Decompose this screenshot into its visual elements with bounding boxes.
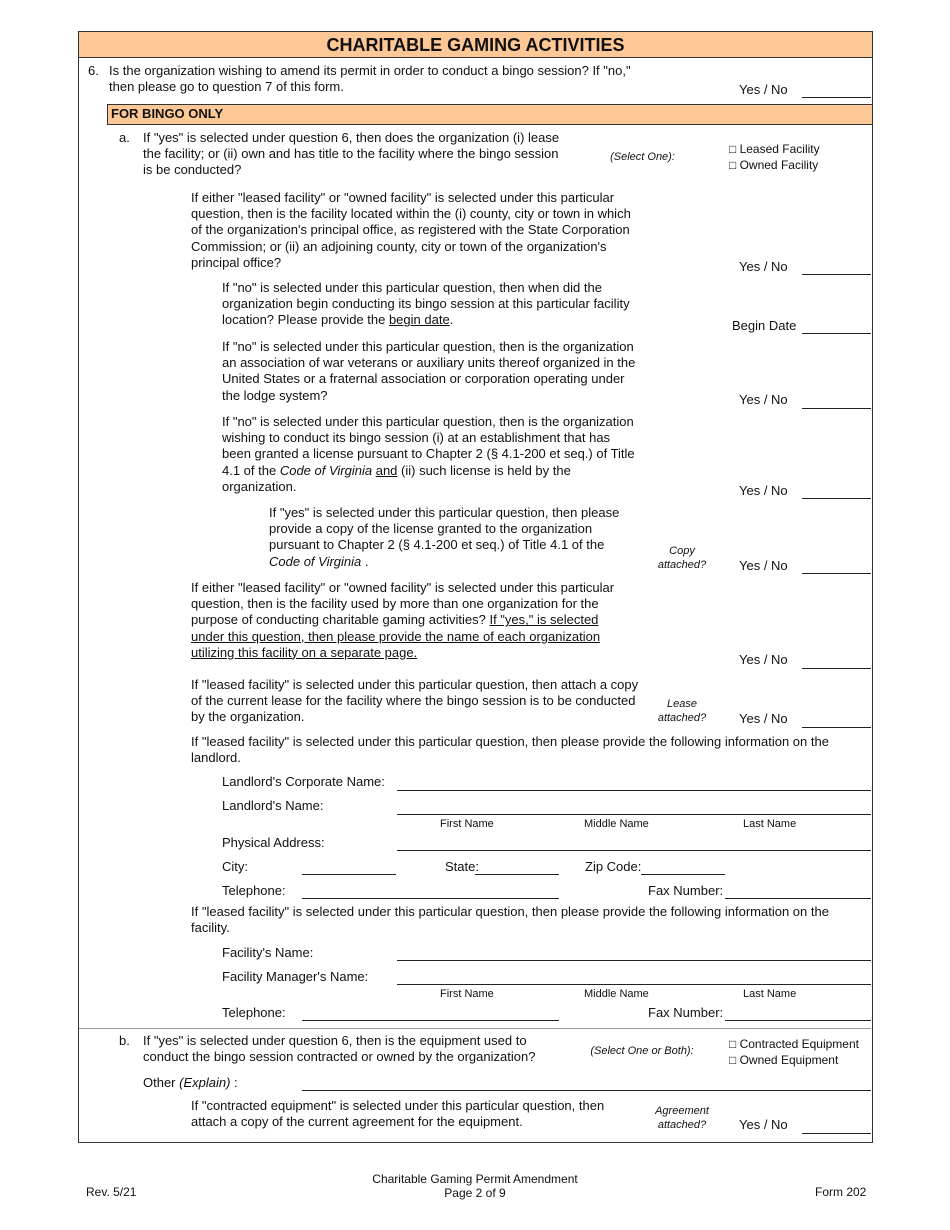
p4-answer-field[interactable] [802,498,871,499]
section-divider [79,1028,871,1029]
facility-manager-field[interactable] [397,984,871,985]
p8-answer-field[interactable] [802,1133,871,1134]
p5-text: If "yes" is selected under this particular question, then please provide a copy of the license granted to the organization pursuant to Chapter 2 (§ 4.1-200 et seq.) of Title 4.1 of the Code of Virginia . [269,505,620,569]
qa-letter: a. [119,130,130,145]
p7-note: Lease attached? [657,698,707,724]
option-leased-facility[interactable]: □ Leased Facility [729,142,820,156]
zip-code-label: Zip Code: [585,859,642,874]
landlord-name-label: Landlord's Name: [222,798,324,813]
landlord-telephone-label: Telephone: [222,883,286,898]
option-owned-equipment[interactable]: □ Owned Equipment [729,1053,839,1067]
footer-form-number: Form 202 [815,1185,867,1199]
p5-note: Copy attached? [657,545,707,571]
other-explain-label: Other (Explain) : [143,1075,238,1090]
manager-first-name-caption: First Name [440,988,494,1000]
section-header: FOR BINGO ONLY [107,104,873,125]
p8-note: Agreement attached? [655,1105,709,1131]
p6-text: If either "leased facility" or "owned facility" is selected under this particular question, then is the facility used by more than one organization for the purpose of conducting charitable gaming activities? If "yes," is selected under this question, then please provide the name of each organization utilizing this facility on a separate page. [191,580,615,660]
footer-title: Charitable Gaming Permit Amendment [372,1172,578,1186]
physical-address-label: Physical Address: [222,835,325,850]
facility-telephone-label: Telephone: [222,1005,286,1020]
landlord-fax-field[interactable] [725,898,871,899]
begin-date-field[interactable] [802,333,871,334]
p1-text: If either "leased facility" or "owned facility" is selected under this particular question, then is the facility located within the (i) county, city or town in which of the organization's principal office, as registered with the State Corporation Commission; or (ii) an adjoining county, city or town of the organization's principal office? [191,190,631,270]
option-contracted-equipment[interactable]: □ Contracted Equipment [729,1037,859,1051]
facility-fax-label: Fax Number: [648,1005,724,1020]
landlord-middle-name-caption: Middle Name [584,818,649,830]
qa-select-label: (Select One): [610,151,675,163]
facility-telephone-field[interactable] [302,1020,559,1021]
p1-answer-field[interactable] [802,274,871,275]
landlord-intro: If "leased facility" is selected under this particular question, then please provide the following information on the landlord. [191,734,829,766]
p4-text: If "no" is selected under this particular question, then is the organization wishing to conduct its bingo session (i) at an establishment that has been granted a license pursuant to Chapter 2 (§ 4.1-200 et seq.) of Title 4.1 of the Code of Virginia and (ii) such license is held by the organization. [222,414,635,494]
p7-answer-label: Yes / No [739,711,788,726]
p2-text: If "no" is selected under this particular question, then when did the organization begin conducting its bingo session at this particular facility location? Please provide the begin date. [222,280,630,328]
physical-address-field[interactable] [397,850,871,851]
other-explain-field[interactable] [302,1090,871,1091]
p1-answer-label: Yes / No [739,259,788,274]
p7-text: If "leased facility" is selected under this particular question, then attach a copy of the current lease for the facility where the bingo session is to be conducted by the organization. [191,677,639,725]
p5-answer-label: Yes / No [739,558,788,573]
qb-letter: b. [119,1033,130,1048]
landlord-name-field[interactable] [397,814,871,815]
q6-answer-label: Yes / No [739,82,788,97]
p3-answer-label: Yes / No [739,392,788,407]
p4-answer-label: Yes / No [739,483,788,498]
p6-answer-label: Yes / No [739,652,788,667]
qb-select-label: (Select One or Both): [590,1045,694,1057]
zip-code-field[interactable] [641,874,725,875]
facility-manager-label: Facility Manager's Name: [222,969,369,984]
q6-answer-field[interactable] [802,97,871,98]
p8-text: If "contracted equipment" is selected under this particular question, then attach a copy of the current agreement for the equipment. [191,1098,605,1130]
city-label: City: [222,859,248,874]
facility-name-label: Facility's Name: [222,945,314,960]
landlord-telephone-field[interactable] [302,898,559,899]
manager-last-name-caption: Last Name [743,988,797,1000]
p6-answer-field[interactable] [802,668,871,669]
landlord-corp-name-field[interactable] [397,790,871,791]
p2-answer-label: Begin Date [732,318,797,333]
p7-answer-field[interactable] [802,727,871,728]
landlord-fax-label: Fax Number: [648,883,724,898]
qb-text: If "yes" is selected under question 6, then is the equipment used to conduct the bingo session contracted or owned by the organization? [143,1033,536,1065]
footer-revision: Rev. 5/21 [86,1185,137,1199]
p3-text: If "no" is selected under this particular question, then is the organization an association of war veterans or auxiliary units thereof organized in the United States or a fraternal association or corporation operating under the lodge system? [222,339,636,403]
state-label: State: [445,859,479,874]
facility-intro: If "leased facility" is selected under this particular question, then please provide the following information on the facility. [191,904,829,936]
state-field[interactable] [475,874,559,875]
city-field[interactable] [302,874,396,875]
p8-answer-label: Yes / No [739,1117,788,1132]
manager-middle-name-caption: Middle Name [584,988,649,1000]
q6-number: 6. [88,63,99,78]
qa-text: If "yes" is selected under question 6, then does the organization (i) lease the facility; or (ii) own and has title to the facility where the bingo session is be conducted? [143,130,560,178]
landlord-first-name-caption: First Name [440,818,494,830]
footer-page-number: Page 2 of 9 [444,1186,506,1200]
page-title: CHARITABLE GAMING ACTIVITIES [78,31,873,58]
q6-text: Is the organization wishing to amend its permit in order to conduct a bingo session? If "no," then please go to question 7 of this form. [109,63,631,95]
p3-answer-field[interactable] [802,408,871,409]
landlord-last-name-caption: Last Name [743,818,797,830]
facility-name-field[interactable] [397,960,871,961]
facility-fax-field[interactable] [725,1020,871,1021]
option-owned-facility[interactable]: □ Owned Facility [729,158,819,172]
p5-answer-field[interactable] [802,573,871,574]
landlord-corp-name-label: Landlord's Corporate Name: [222,774,385,789]
